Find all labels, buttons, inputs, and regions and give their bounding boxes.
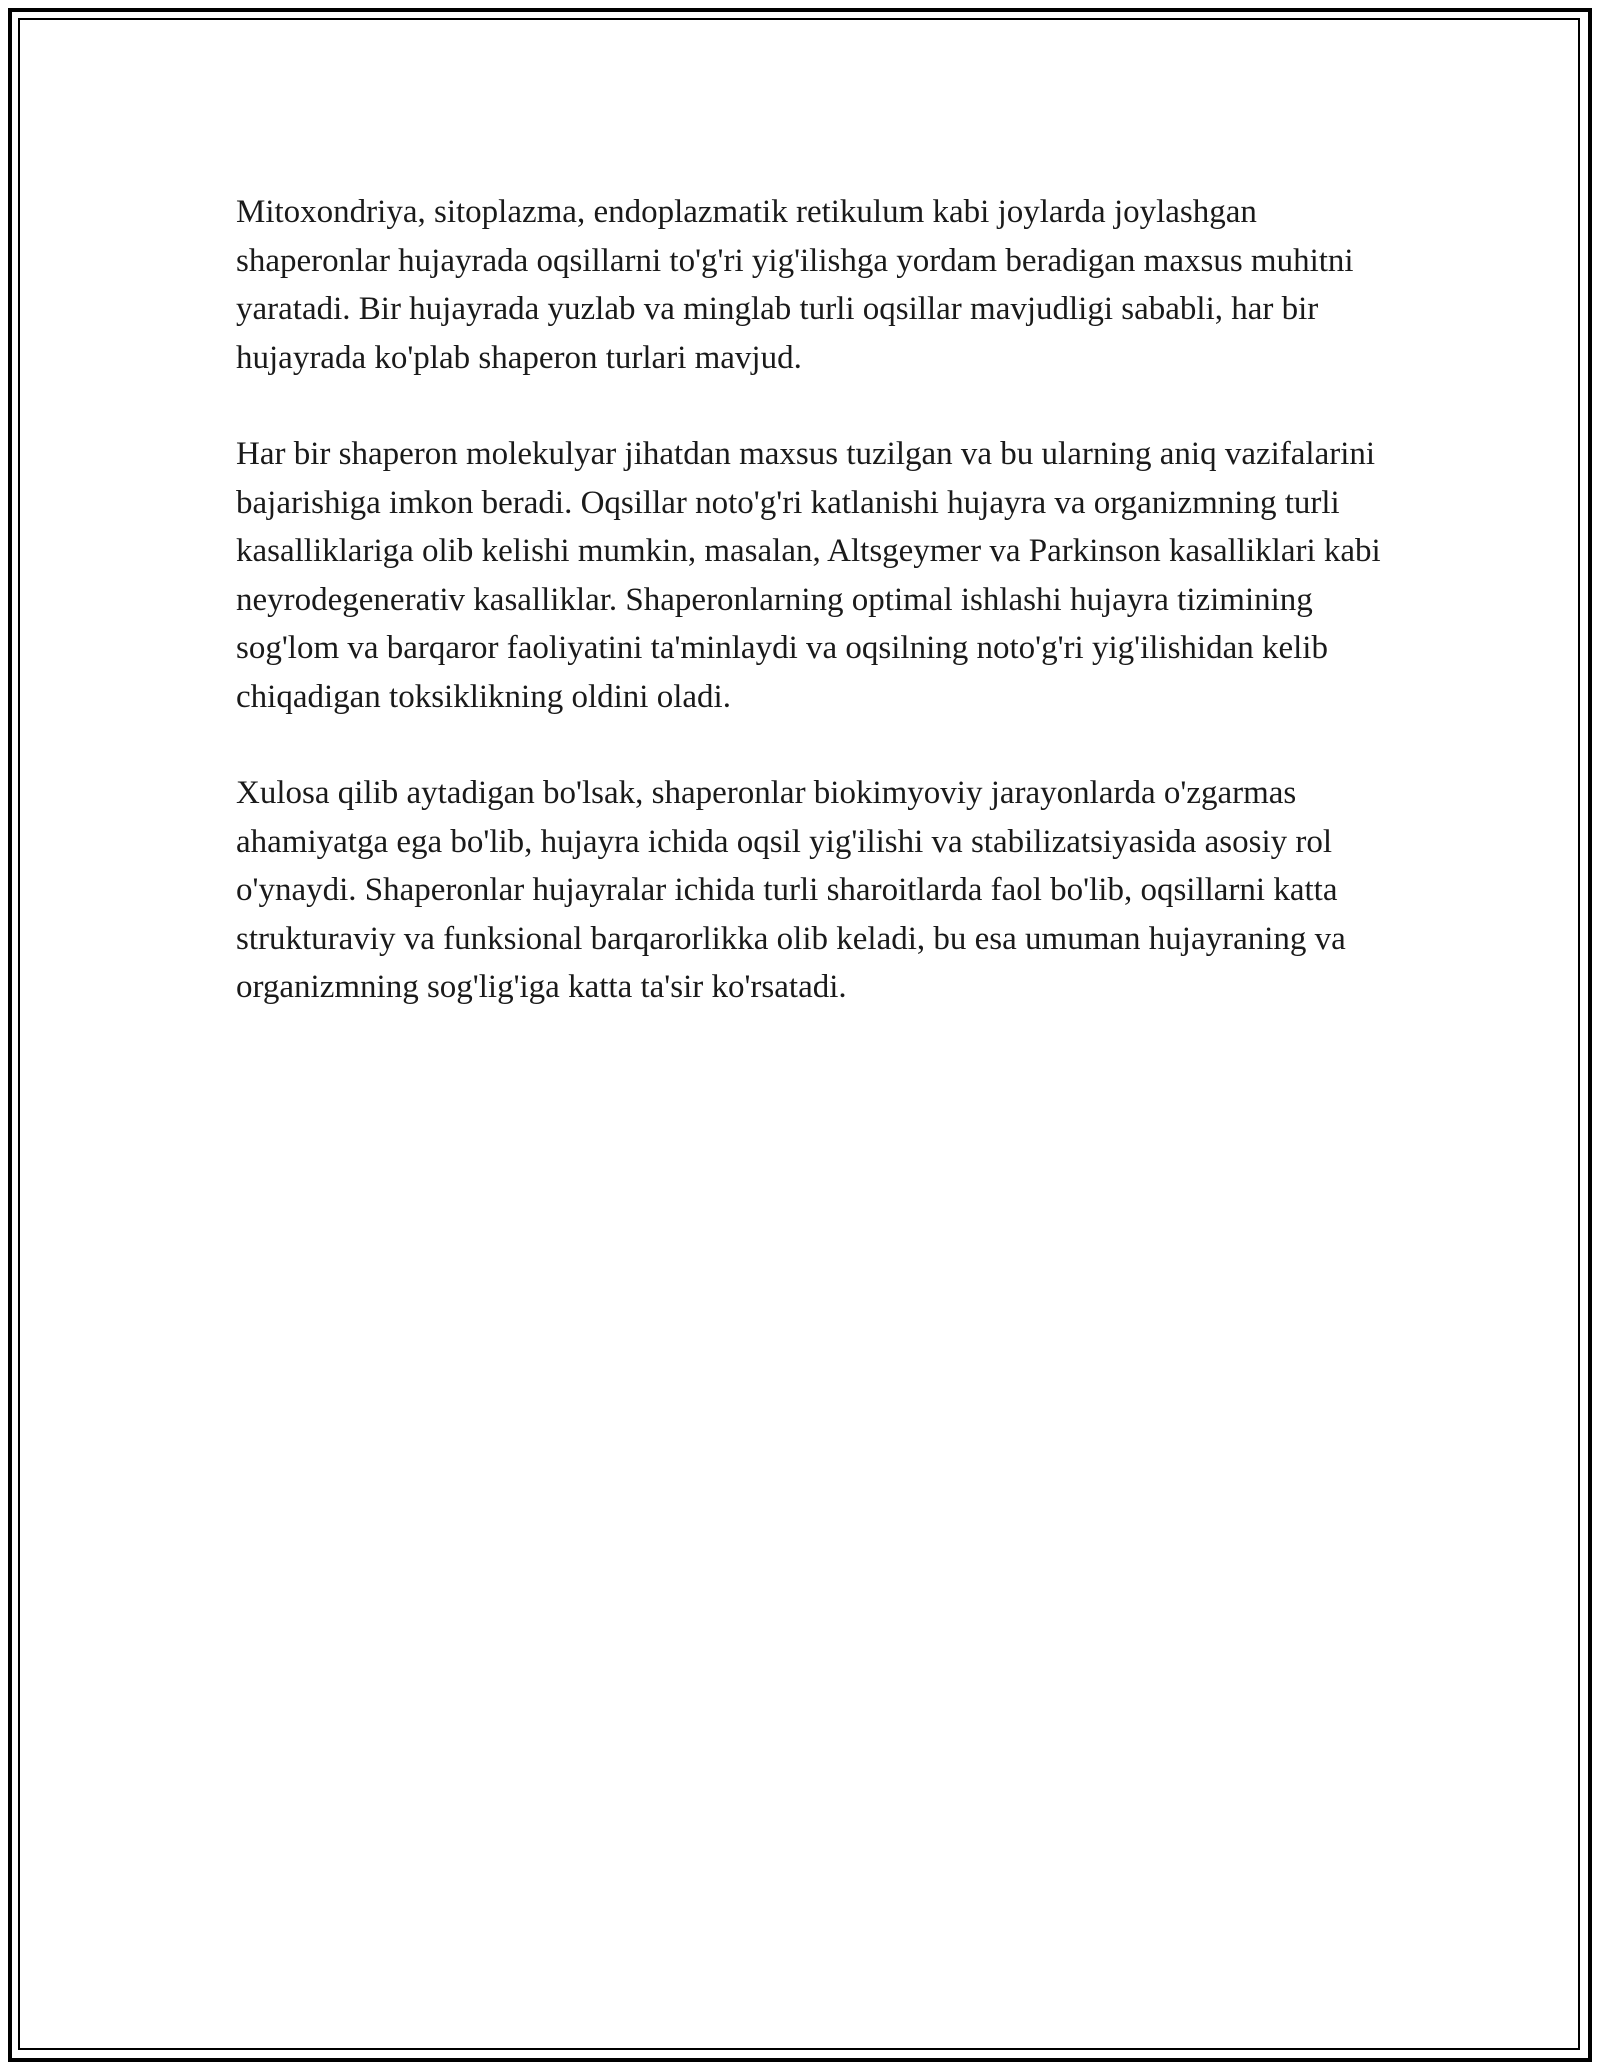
document-body xyxy=(236,188,1386,1060)
paragraph: Har bir shaperon molekulyar jihatdan maxsus tuzilgan va bu ularning aniq vazifalarini bajarishiga imkon beradi. Oqsillar noto'g'ri katlanishi hujayra va organizmning turli kasalliklariga olib kelishi mumkin, masalan, Altsgeymer va Parkinson kasalliklari kabi neyrodegenerativ kasalliklar. Shaperonlarning optimal ishlashi hujayra tizimining sog'lom va barqaror faoliyatini ta'minlaydi va oqsilning noto'g'ri yig'ilishidan kelib chiqadigan toksiklikning oldini oladi. xyxy=(236,436,1381,715)
paragraph: Xulosa qilib aytadigan bo'lsak, shaperonlar biokimyoviy jarayonlarda o'zgarmas ahamiyatga ega bo'lib, hujayra ichida oqsil yig'ilishi va stabilizatsiyasida asosiy rol o'ynaydi. Shaperonlar hujayralar ichida turli sharoitlarda faol bo'lib, oqsillarni katta strukturaviy va funksional barqarorlikka olib keladi, bu esa umuman hujayraning va organizmning sog'lig'iga katta ta'sir ko'rsatadi. xyxy=(236,775,1346,1005)
paragraph: Mitoxondriya, sitoplazma, endoplazmatik retikulum kabi joylarda joylashgan shaperonlar hujayrada oqsillarni to'g'ri yig'ilishga yordam beradigan maxsus muhitni yaratadi. Bir hujayrada yuzlab va minglab turli oqsillar mavjudligi sababli, har bir hujayrada ko'plab shaperon turlari mavjud. xyxy=(236,194,1354,376)
